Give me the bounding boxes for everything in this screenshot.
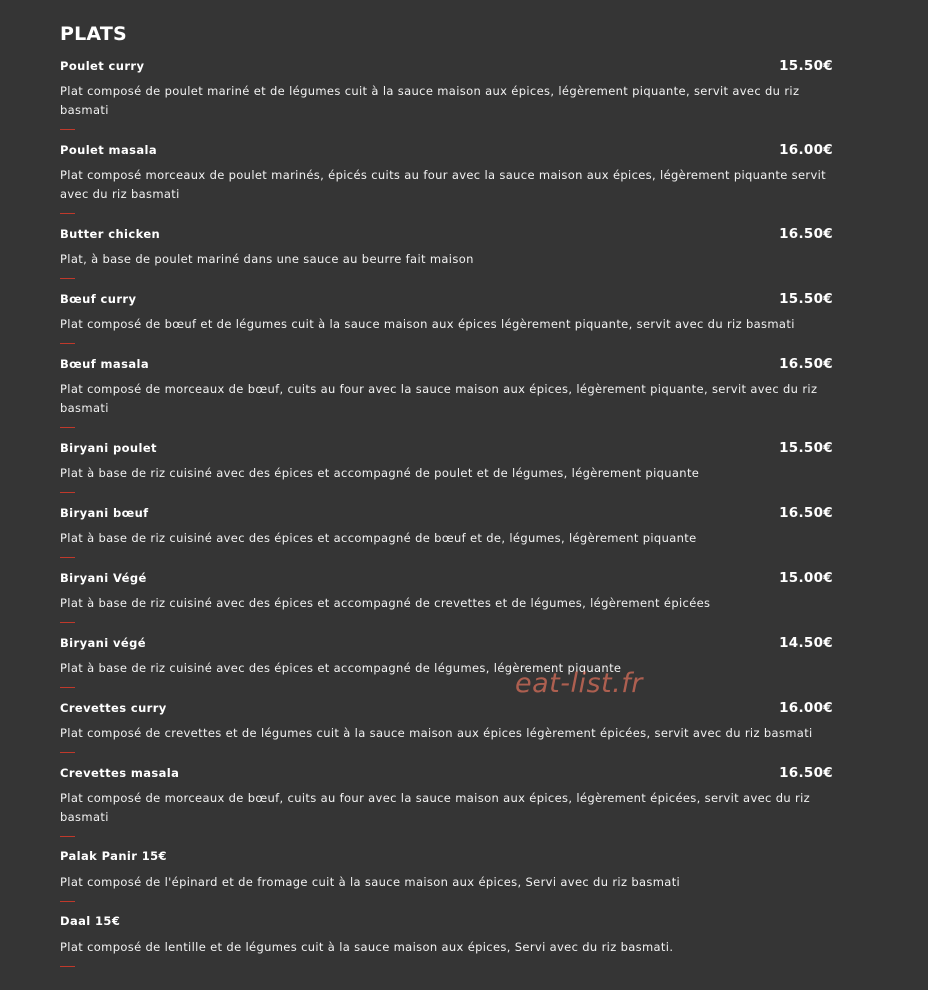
menu-item <box>60 570 833 623</box>
menu-item-name: Biryani végé <box>60 636 146 650</box>
section-title: PLATS <box>60 23 127 45</box>
item-separator <box>60 752 75 753</box>
menu-item-name: Crevettes masala <box>60 766 180 780</box>
menu-item-name: Biryani bœuf <box>60 506 149 520</box>
menu-item-name: Palak Panir 15€ <box>60 849 167 863</box>
menu-item-price: 16.50€ <box>779 226 833 242</box>
menu-item <box>60 849 833 902</box>
menu-item <box>60 635 833 688</box>
menu-item-price: 15.00€ <box>779 570 833 586</box>
menu-item <box>60 440 833 493</box>
menu-item-name: Biryani poulet <box>60 441 157 455</box>
item-separator <box>60 622 75 623</box>
menu-item <box>60 142 833 214</box>
menu-item-description: Plat composé de morceaux de bœuf, cuits au four avec la sauce maison aux épices, légèrement épicées, servit avec du riz basmati <box>60 791 811 824</box>
menu-item-price: 16.50€ <box>779 356 833 372</box>
menu-item-name: Daal 15€ <box>60 914 121 928</box>
menu-item-header <box>60 226 833 244</box>
menu-item-price: 14.50€ <box>779 635 833 651</box>
item-separator <box>60 427 75 428</box>
menu-item-description: Plat à base de riz cuisiné avec des épices et accompagné de crevettes et de légumes, légèrement épicées <box>60 596 711 610</box>
menu-container <box>60 22 833 979</box>
menu-item-header <box>60 291 833 309</box>
menu-item-price: 15.50€ <box>779 440 833 456</box>
menu-item-price: 16.50€ <box>779 765 833 781</box>
menu-item-header <box>60 700 833 718</box>
item-separator <box>60 343 75 344</box>
menu-item-header <box>60 765 833 783</box>
item-separator <box>60 966 75 967</box>
menu-item-header <box>60 635 833 653</box>
item-separator <box>60 129 75 130</box>
menu-item-header <box>60 914 833 932</box>
menu-item-price: 16.00€ <box>779 700 833 716</box>
menu-item-price: 15.50€ <box>779 291 833 307</box>
menu-item-name: Crevettes curry <box>60 701 167 715</box>
menu-item-header <box>60 356 833 374</box>
menu-item <box>60 226 833 279</box>
menu-item-description: Plat à base de riz cuisiné avec des épices et accompagné de bœuf et de, légumes, légèrement piquante <box>60 531 697 545</box>
item-separator <box>60 278 75 279</box>
menu-item-name: Poulet masala <box>60 143 158 157</box>
menu-item-description: Plat composé de morceaux de bœuf, cuits au four avec la sauce maison aux épices, légèrement piquante, servit avec du riz basmati <box>60 382 818 415</box>
menu-item-name: Butter chicken <box>60 227 161 241</box>
item-separator <box>60 836 75 837</box>
item-separator <box>60 901 75 902</box>
menu-item-description: Plat à base de riz cuisiné avec des épices et accompagné de poulet et de légumes, légèrement piquante <box>60 466 700 480</box>
menu-item <box>60 914 833 967</box>
menu-item-description: Plat à base de riz cuisiné avec des épices et accompagné de légumes, légèrement piquante <box>60 661 622 675</box>
menu-item-description: Plat composé de lentille et de légumes cuit à la sauce maison aux épices, Servi avec du riz basmati. <box>60 940 674 954</box>
item-separator <box>60 213 75 214</box>
menu-item-price: 16.50€ <box>779 505 833 521</box>
menu-item-header <box>60 849 833 867</box>
watermark: eat-list.fr <box>515 668 643 699</box>
menu-item-header <box>60 505 833 523</box>
menu-item <box>60 505 833 558</box>
menu-item-name: Bœuf curry <box>60 292 137 306</box>
item-separator <box>60 557 75 558</box>
menu-item-header <box>60 440 833 458</box>
menu-item-description: Plat composé de crevettes et de légumes cuit à la sauce maison aux épices légèrement épicées, servit avec du riz basmati <box>60 726 813 740</box>
menu-item-name: Biryani Végé <box>60 571 147 585</box>
menu-item <box>60 700 833 753</box>
menu-items-list <box>60 58 833 967</box>
item-separator <box>60 687 75 688</box>
menu-item-name: Bœuf masala <box>60 357 149 371</box>
menu-item-description: Plat composé de poulet mariné et de légumes cuit à la sauce maison aux épices, légèrement piquante, servit avec du riz basmati <box>60 84 800 117</box>
menu-item-price: 15.50€ <box>779 58 833 74</box>
menu-item <box>60 765 833 837</box>
menu-item-description: Plat, à base de poulet mariné dans une sauce au beurre fait maison <box>60 252 474 266</box>
menu-item-name: Poulet curry <box>60 59 145 73</box>
menu-item <box>60 291 833 344</box>
menu-item-header <box>60 58 833 76</box>
menu-item-price: 16.00€ <box>779 142 833 158</box>
menu-item-header <box>60 142 833 160</box>
item-separator <box>60 492 75 493</box>
menu-item-description: Plat composé morceaux de poulet marinés, épicés cuits au four avec la sauce maison aux épices, légèrement piquante servit avec du riz basmati <box>60 168 827 201</box>
menu-item-header <box>60 570 833 588</box>
menu-item <box>60 58 833 130</box>
menu-item-description: Plat composé de bœuf et de légumes cuit à la sauce maison aux épices légèrement piquante, servit avec du riz basmati <box>60 317 795 331</box>
menu-item-description: Plat composé de l'épinard et de fromage cuit à la sauce maison aux épices, Servi avec du riz basmati <box>60 875 681 889</box>
menu-item <box>60 356 833 428</box>
